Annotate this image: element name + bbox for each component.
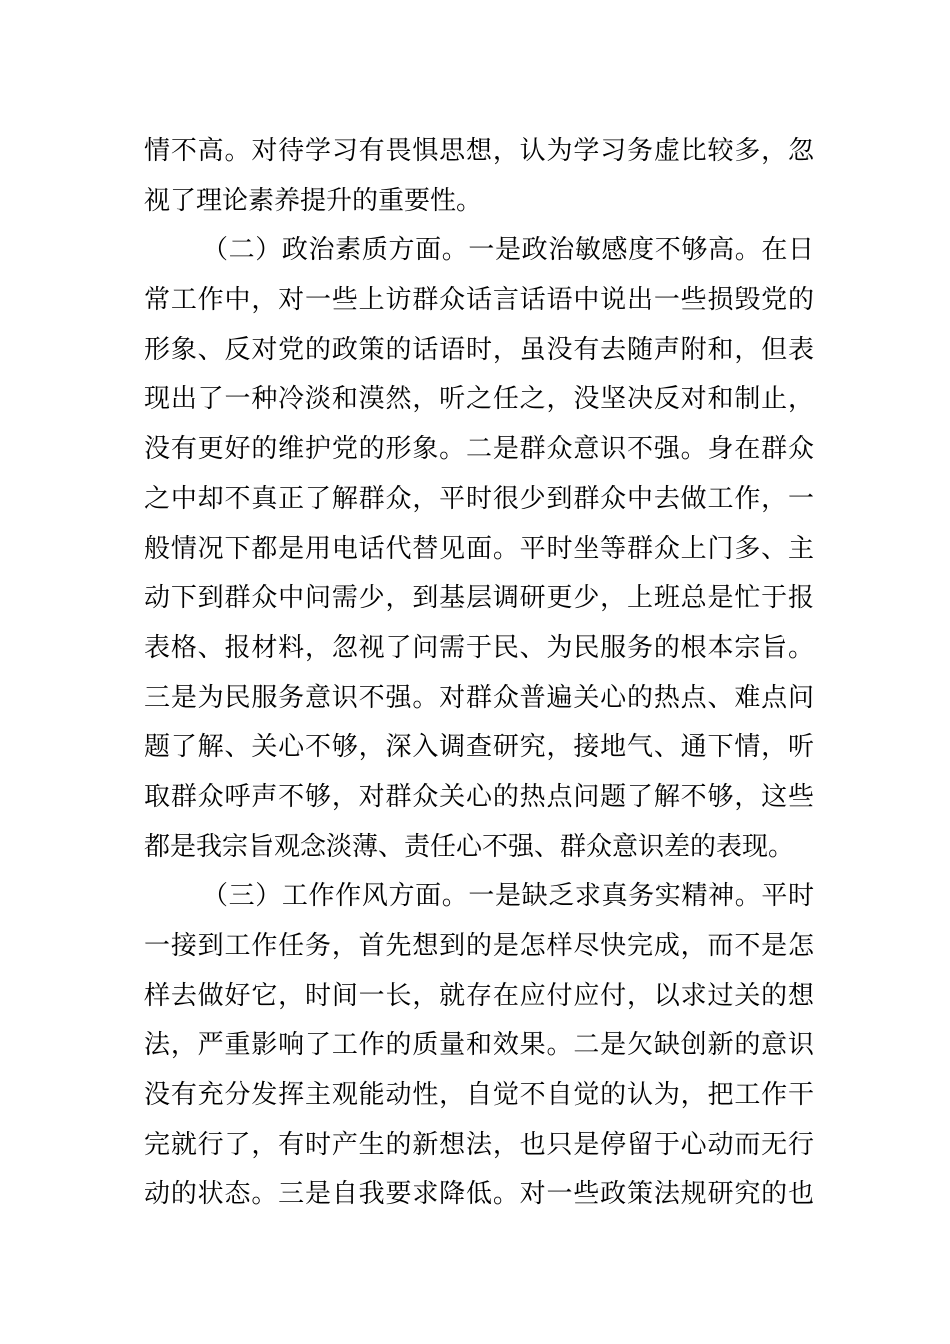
paragraph-3-line-7: 动的状态。三是自我要求降低。对一些政策法规研究的也 [144, 1179, 814, 1210]
paragraph-1-line-1: 情不高。对待学习有畏惧思想，认为学习务虚比较多，忽 [144, 136, 814, 166]
paragraph-3-line-5: 没有充分发挥主观能动性，自觉不自觉的认为，把工作干 [144, 1080, 814, 1111]
paragraph-2-line-1: （二）政治素质方面。一是政治敏感度不够高。在日 [202, 235, 814, 266]
paragraph-2-line-3: 形象、反对党的政策的话语时，虽没有去随声附和，但表 [144, 334, 814, 365]
paragraph-3-line-6: 完就行了，有时产生的新想法，也只是停留于心动而无行 [144, 1129, 814, 1160]
paragraph-3-line-1: （三）工作作风方面。一是缺乏求真务实精神。平时 [202, 881, 814, 912]
paragraph-2-line-11: 题了解、关心不够，深入调查研究，接地气、通下情，听 [144, 732, 814, 763]
paragraph-2-line-5: 没有更好的维护党的形象。二是群众意识不强。身在群众 [144, 434, 814, 465]
paragraph-2-line-9: 表格、报材料，忽视了问需于民、为民服务的根本宗旨。 [144, 632, 814, 663]
paragraph-2-line-6: 之中却不真正了解群众，平时很少到群众中去做工作，一 [144, 483, 814, 514]
document-body [144, 127, 814, 1220]
paragraph-3-line-2: 一接到工作任务，首先想到的是怎样尽快完成，而不是怎 [144, 931, 814, 961]
paragraph-2-line-12: 取群众呼声不够，对群众关心的热点问题了解不够，这些 [144, 781, 814, 812]
paragraph-3-line-4: 法，严重影响了工作的质量和效果。二是欠缺创新的意识 [144, 1030, 814, 1061]
paragraph-2-line-8: 动下到群众中问需少，到基层调研更少，上班总是忙于报 [144, 583, 814, 614]
paragraph-3-line-3: 样去做好它，时间一长，就存在应付应付，以求过关的想 [144, 980, 814, 1011]
paragraph-2-line-13: 都是我宗旨观念淡薄、责任心不强、群众意识差的表现。 [144, 831, 795, 862]
paragraph-2-line-10: 三是为民服务意识不强。对群众普遍关心的热点、难点问 [144, 682, 814, 713]
paragraph-2-line-2: 常工作中，对一些上访群众话言话语中说出一些损毁党的 [144, 285, 814, 316]
paragraph-2-line-4: 现出了一种冷淡和漠然，听之任之，没坚决反对和制止， [144, 384, 814, 415]
paragraph-1-line-2: 视了理论素养提升的重要性。 [144, 185, 483, 216]
paragraph-2-line-7: 般情况下都是用电话代替见面。平时坐等群众上门多、主 [144, 533, 814, 564]
